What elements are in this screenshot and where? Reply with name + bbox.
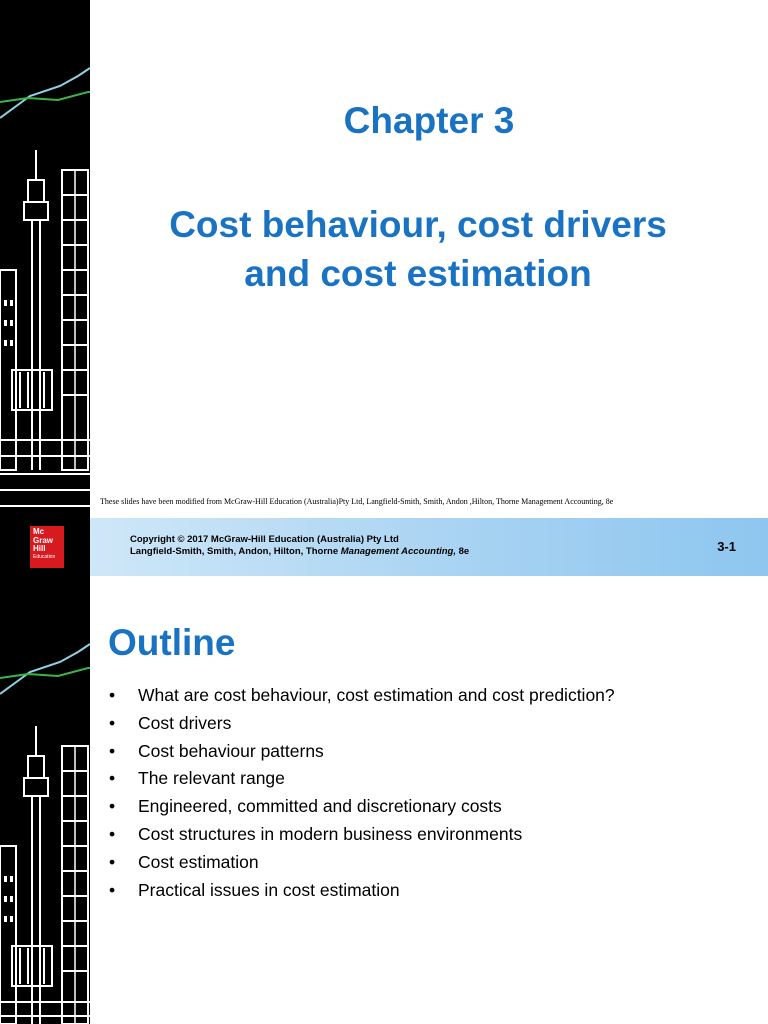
list-item-text: What are cost behaviour, cost estimation and cost prediction? [138, 685, 615, 705]
outline-list [109, 685, 615, 907]
copyright-authors: Langfield-Smith, Smith, Andon, Hilton, Thorne [130, 546, 341, 557]
chapter-title: Chapter 3 [343, 100, 515, 141]
list-item [109, 713, 615, 741]
bullet-icon: • [109, 685, 116, 705]
list-item-text: Practical issues in cost estimation [138, 879, 400, 900]
copyright-text [130, 534, 469, 558]
list-item [109, 796, 615, 824]
copyright-line-1: Copyright © 2017 McGraw-Hill Education (Australia) Pty Ltd [130, 534, 399, 545]
mcgraw-hill-logo [30, 526, 64, 568]
bullet-icon: • [109, 712, 116, 733]
copyright-book: Management Accounting, [340, 546, 456, 557]
logo-line-3: Hill [33, 544, 46, 553]
copyright-line-2 [130, 546, 469, 558]
logo-line-1: Mc [33, 527, 45, 536]
logo-band [0, 518, 90, 576]
bullet-icon: • [109, 851, 116, 872]
logo-line-4: Education [33, 553, 56, 560]
list-item [109, 768, 615, 796]
list-item-text: Cost structures in modern business environments [138, 823, 523, 844]
bullet-icon: • [109, 768, 116, 789]
chapter-subtitle [110, 200, 726, 298]
list-item-text: Cost drivers [138, 712, 232, 733]
city-skyline-graphic [0, 0, 90, 518]
subtitle-line-1: Cost behaviour, cost drivers [169, 204, 667, 245]
logo-line-2: Graw [33, 535, 54, 545]
subtitle-line-2: and cost estimation [244, 253, 592, 294]
copyright-bar [90, 518, 768, 576]
list-item-text: Cost behaviour patterns [138, 740, 324, 761]
list-item-text: The relevant range [138, 768, 285, 789]
bullet-icon: • [109, 796, 116, 817]
list-item [109, 741, 615, 769]
bullet-icon: • [109, 823, 116, 844]
list-item [109, 852, 615, 880]
bullet-icon: • [109, 879, 116, 900]
list-item-text: Engineered, committed and discretionary costs [138, 796, 502, 817]
list-item-text: Cost estimation [138, 851, 259, 872]
list-item [109, 880, 615, 908]
list-item [109, 824, 615, 852]
list-item [109, 685, 615, 713]
bullet-icon: • [109, 740, 116, 761]
city-skyline-graphic-2 [0, 576, 90, 1024]
copyright-edition: 8e [456, 546, 470, 557]
modified-note: These slides have been modified from McGraw-Hill Education (Australia)Pty Ltd, Langfield-Smith, Smith, Andon ,Hilton, Thorne Management Accounting, 8e [100, 497, 614, 506]
slide-number: 3-1 [717, 539, 736, 554]
outline-title: Outline [108, 622, 236, 663]
